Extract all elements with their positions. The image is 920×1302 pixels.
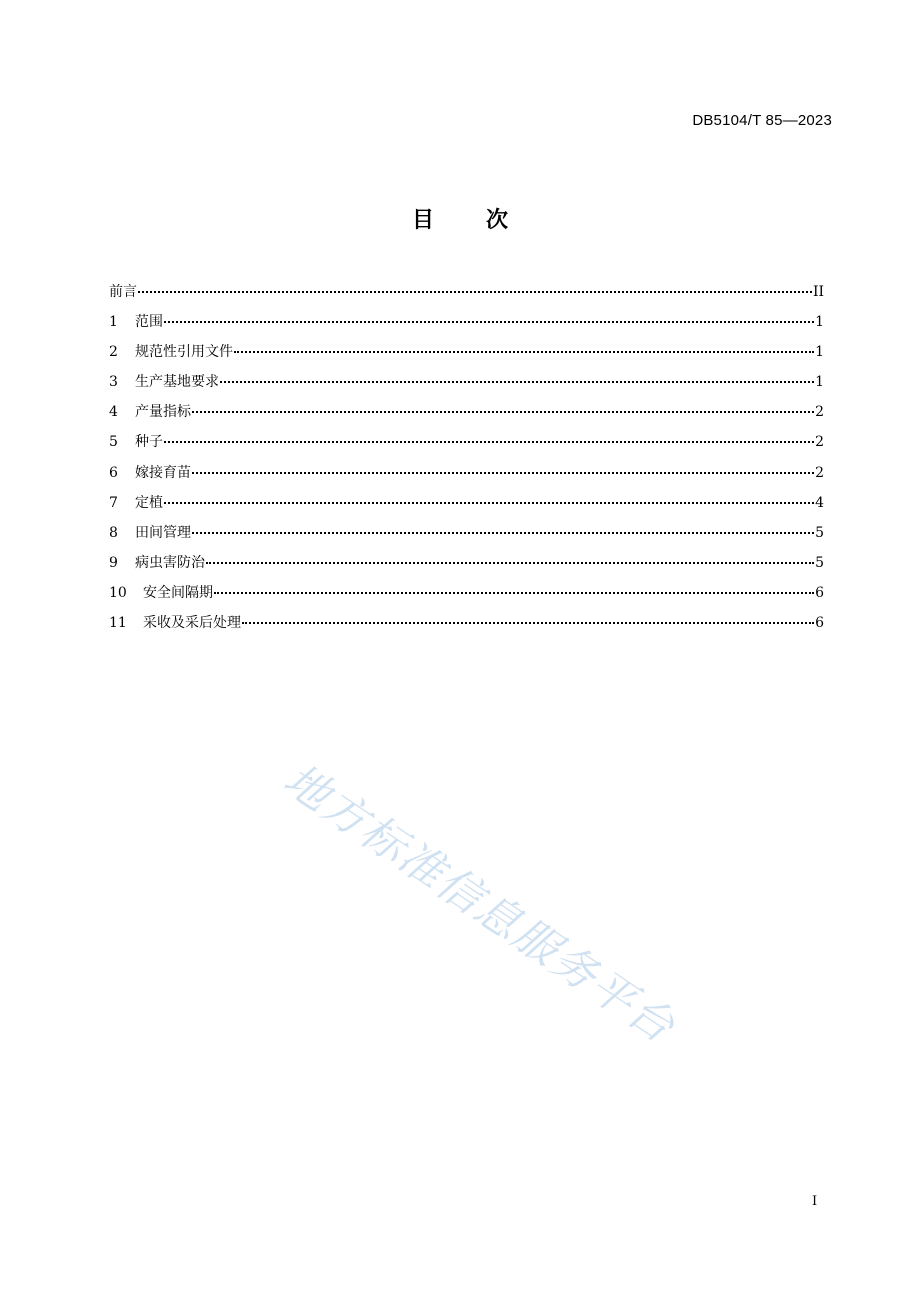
page-title (0, 203, 920, 234)
toc-entry-number: 1 (109, 314, 118, 331)
toc-entry-label: 规范性引用文件 (135, 344, 233, 361)
toc-entry-page: 5 (815, 524, 824, 541)
toc-entry-label: 安全间隔期 (143, 584, 213, 601)
toc-entry-foreword[interactable] (109, 279, 824, 309)
toc-entry-label: 前言 (109, 284, 137, 300)
toc-leader-dots (214, 578, 814, 594)
toc-entry-page: 5 (815, 554, 824, 571)
toc-leader-dots (164, 488, 814, 504)
toc-entry-label: 病虫害防治 (135, 554, 205, 571)
toc-leader-dots (164, 427, 814, 443)
toc-leader-dots (192, 518, 814, 534)
toc-entry-number: 2 (109, 344, 118, 361)
toc-entry-number: 3 (109, 374, 118, 391)
toc-entry-page: II (812, 284, 824, 300)
document-code: DB5104/T 85—2023 (692, 112, 832, 129)
toc-entry-6[interactable] (109, 460, 824, 490)
toc-entry-3[interactable] (109, 369, 824, 399)
toc-entry-page: 2 (815, 434, 824, 451)
toc-entry-label: 生产基地要求 (135, 374, 219, 391)
toc-entry-page: 6 (815, 584, 824, 601)
toc-leader-dots (164, 307, 814, 323)
table-of-contents (109, 279, 824, 640)
toc-leader-dots (234, 337, 814, 353)
toc-leader-dots (220, 367, 814, 383)
toc-leader-dots (192, 458, 814, 474)
toc-entry-4[interactable] (109, 399, 824, 429)
title-char-2: 次 (486, 208, 509, 233)
toc-entry-label: 田间管理 (135, 524, 191, 541)
toc-entry-11[interactable] (109, 610, 824, 640)
toc-entry-7[interactable] (109, 490, 824, 520)
toc-entry-number: 5 (109, 434, 118, 451)
toc-leader-dots (206, 548, 814, 564)
toc-entry-5[interactable] (109, 429, 824, 459)
toc-entry-page: 2 (815, 464, 824, 481)
toc-entry-10[interactable] (109, 580, 824, 610)
toc-entry-label: 采收及采后处理 (143, 615, 241, 632)
toc-entry-label: 范围 (135, 314, 163, 331)
toc-entry-page: 1 (815, 374, 824, 391)
toc-entry-9[interactable] (109, 550, 824, 580)
toc-entry-1[interactable] (109, 309, 824, 339)
toc-entry-number: 8 (109, 524, 118, 541)
page-number: I (812, 1194, 818, 1209)
toc-entry-label: 定植 (135, 494, 163, 511)
toc-entry-number: 6 (109, 464, 118, 481)
toc-entry-page: 4 (815, 494, 824, 511)
title-char-1: 目 (411, 208, 434, 233)
toc-entry-8[interactable] (109, 520, 824, 550)
toc-entry-page: 6 (815, 615, 824, 632)
toc-leader-dots (138, 277, 812, 293)
toc-entry-number: 4 (109, 404, 118, 421)
toc-entry-label: 种子 (135, 434, 163, 451)
toc-entry-number: 11 (109, 615, 127, 632)
toc-entry-page: 1 (815, 344, 824, 361)
toc-entry-number: 10 (109, 584, 127, 601)
toc-entry-number: 9 (109, 554, 118, 571)
toc-entry-2[interactable] (109, 339, 824, 369)
toc-entry-number: 7 (109, 494, 118, 511)
watermark: 地方标准信息服务平台 (274, 753, 685, 1054)
toc-leader-dots (242, 608, 814, 624)
toc-entry-page: 1 (815, 314, 824, 331)
toc-entry-label: 产量指标 (135, 404, 191, 421)
toc-leader-dots (192, 397, 814, 413)
toc-entry-label: 嫁接育苗 (135, 464, 191, 481)
toc-entry-page: 2 (815, 404, 824, 421)
